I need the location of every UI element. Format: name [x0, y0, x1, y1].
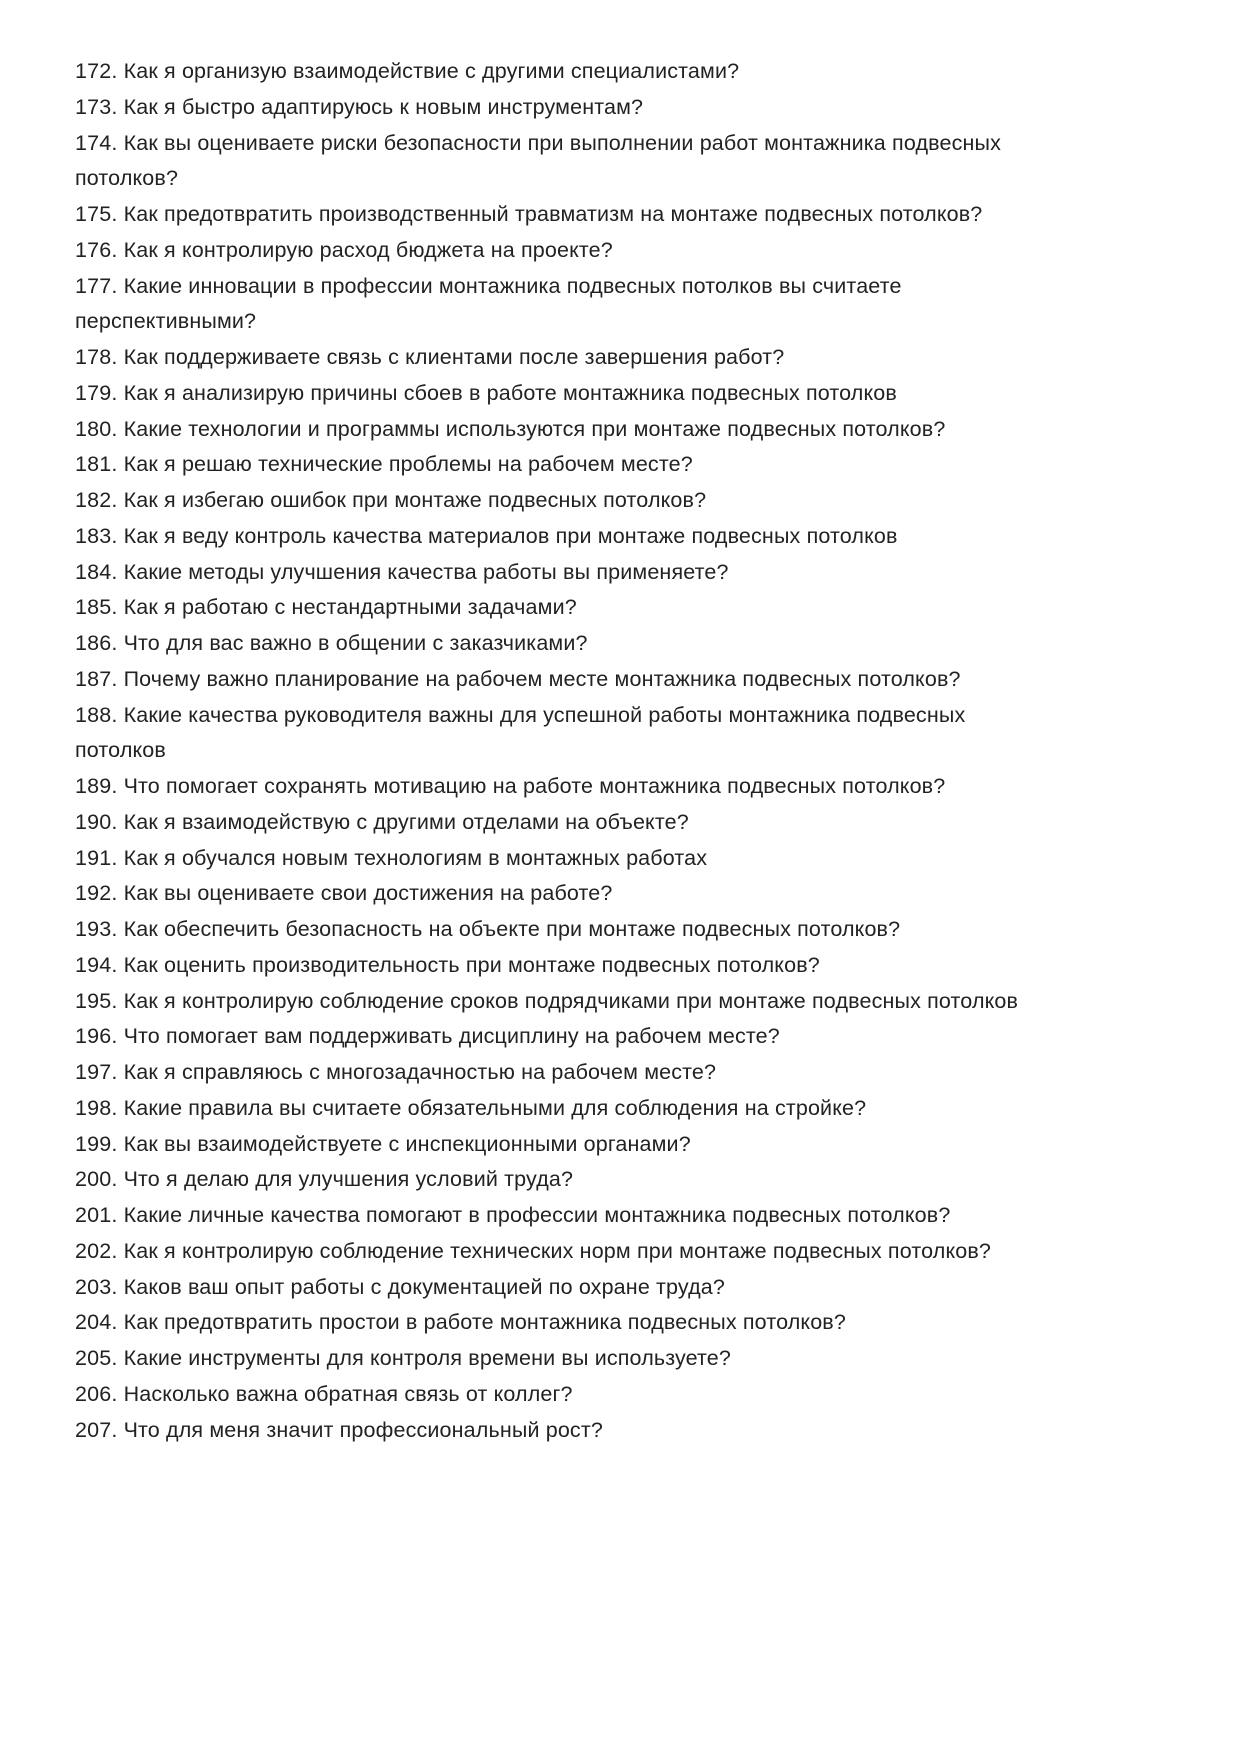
list-item: 206. Насколько важна обратная связь от коллег?: [75, 1381, 573, 1406]
list-item: 186. Что для вас важно в общении с заказчиками?: [75, 631, 588, 655]
list-item: 183. Как я веду контроль качества материалов при монтаже подвесных потолков: [75, 523, 898, 548]
list-item: 195. Как я контролирую соблюдение сроков подрядчиками при монтаже подвесных потолков: [75, 988, 1019, 1013]
list-item: 194. Как оценить производительность при монтаже подвесных потолков?: [75, 952, 820, 977]
list-item: 179. Как я анализирую причины сбоев в работе монтажника подвесных потолков: [75, 380, 897, 405]
list-item: 178. Как поддерживаете связь с клиентами после завершения работ?: [75, 345, 785, 369]
list-item: 200. Что я делаю для улучшения условий труда?: [75, 1167, 574, 1192]
list-item: 196. Что помогает вам поддерживать дисциплину на рабочем месте?: [75, 1024, 780, 1049]
list-item: 175. Как предотвратить производственный травматизм на монтаже подвесных потолков?: [75, 202, 983, 226]
list-item: 190. Как я взаимодействую с другими отделами на объекте?: [75, 809, 689, 834]
list-item: 182. Как я избегаю ошибок при монтаже подвесных потолков?: [75, 488, 707, 512]
list-item: 174. Как вы оцениваете риски безопасности при выполнении работ монтажника подвесных потолков?: [75, 130, 1002, 191]
list-item: 201. Какие личные качества помогают в профессии монтажника подвесных потолков?: [75, 1203, 951, 1227]
question-list: [75, 54, 1050, 1448]
list-item: 207. Что для меня значит профессиональный рост?: [75, 1417, 603, 1442]
list-item: 202. Как я контролирую соблюдение технических норм при монтаже подвесных потолков?: [75, 1238, 992, 1263]
list-item: 199. Как вы взаимодействуете с инспекционными органами?: [75, 1131, 691, 1156]
list-item: 189. Что помогает сохранять мотивацию на работе монтажника подвесных потолков?: [75, 774, 946, 798]
list-item: 192. Как вы оцениваете свои достижения на работе?: [75, 881, 613, 906]
list-item: 180. Какие технологии и программы используются при монтаже подвесных потолков?: [75, 416, 946, 441]
list-item: 184. Какие методы улучшения качества работы вы применяете?: [75, 559, 729, 584]
list-item: 191. Как я обучался новым технологиям в монтажных работах: [75, 845, 708, 870]
list-item: 173. Как я быстро адаптируюсь к новым инструментам?: [75, 94, 644, 119]
list-item: 203. Каков ваш опыт работы с документацией по охране труда?: [75, 1274, 726, 1299]
list-item: 205. Какие инструменты для контроля времени вы используете?: [75, 1346, 732, 1370]
list-item: 204. Как предотвратить простои в работе монтажника подвесных потолков?: [75, 1310, 846, 1335]
list-item: 198. Какие правила вы считаете обязательными для соблюдения на стройке?: [75, 1095, 867, 1120]
list-item: 197. Как я справляюсь с многозадачностью на рабочем месте?: [75, 1060, 717, 1084]
list-item: 172. Как я организую взаимодействие с другими специалистами?: [75, 59, 740, 83]
list-item: 177. Какие инновации в профессии монтажника подвесных потолков вы считаете перспективными?: [75, 273, 902, 334]
list-item: 193. Как обеспечить безопасность на объекте при монтаже подвесных потолков?: [75, 917, 901, 941]
list-item: 176. Как я контролирую расход бюджета на проекте?: [75, 237, 613, 262]
list-item: 187. Почему важно планирование на рабочем месте монтажника подвесных потолков?: [75, 666, 961, 691]
list-item: 181. Как я решаю технические проблемы на рабочем месте?: [75, 452, 693, 477]
list-item: 188. Какие качества руководителя важны для успешной работы монтажника подвесных потолков: [75, 702, 966, 763]
list-item: 185. Как я работаю с нестандартными задачами?: [75, 595, 577, 620]
